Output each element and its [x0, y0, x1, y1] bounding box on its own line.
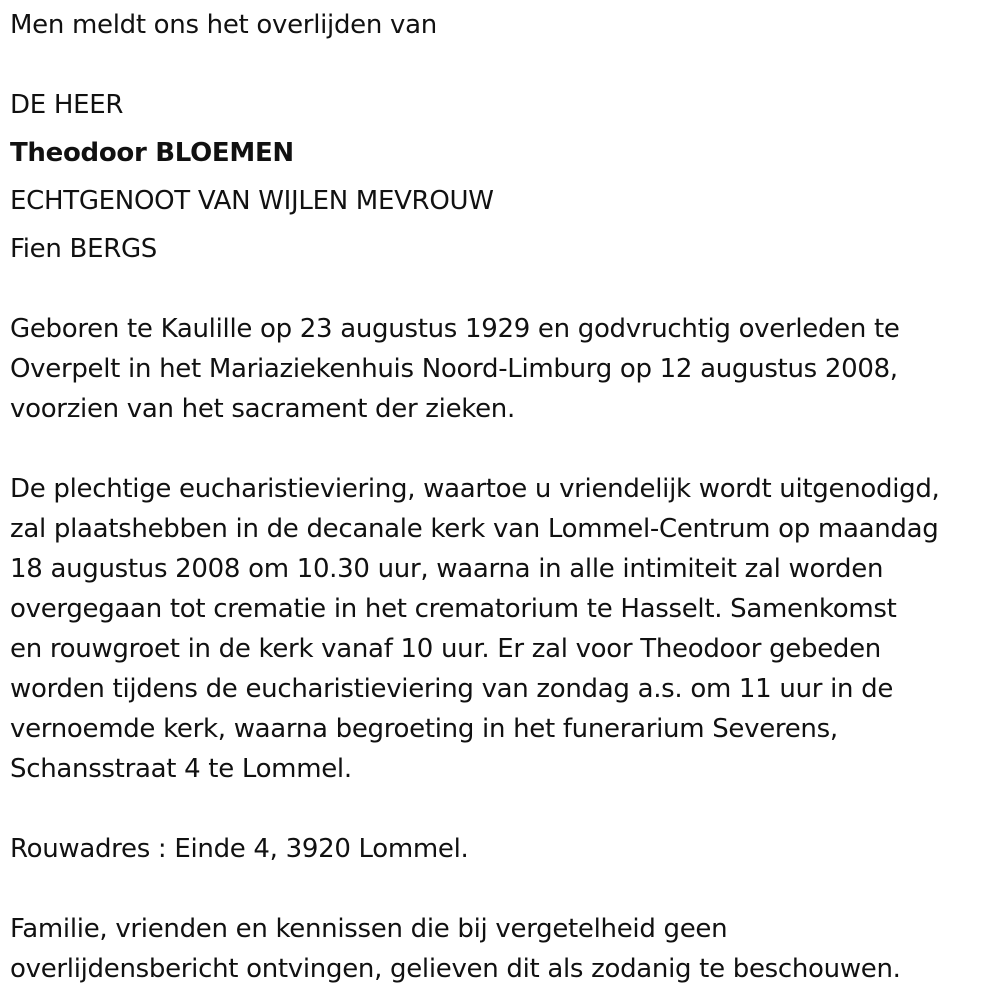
ceremony-line: en rouwgroet in de kerk vanaf 10 uur. Er zal voor Theodoor gebeden [10, 634, 881, 664]
intro-text: Men meldt ons het overlijden van [10, 10, 437, 40]
birth-death-line: Overpelt in het Mariaziekenhuis Noord-Limburg op 12 augustus 2008, [10, 354, 898, 384]
ceremony-line: worden tijdens de eucharistieviering van zondag a.s. om 11 uur in de [10, 674, 894, 704]
ceremony-line: overgegaan tot crematie in het crematorium te Hasselt. Samenkomst [10, 594, 897, 624]
closing-line: overlijdensbericht ontvingen, gelieven dit als zodanig te beschouwen. [10, 954, 901, 984]
ceremony-line: Schansstraat 4 te Lommel. [10, 754, 352, 784]
ceremony-line: vernoemde kerk, waarna begroeting in het funerarium Severens, [10, 714, 838, 744]
birth-death-line: Geboren te Kaulille op 23 augustus 1929 en godvruchtig overleden te [10, 314, 900, 344]
ceremony-line: 18 augustus 2008 om 10.30 uur, waarna in alle intimiteit zal worden [10, 554, 884, 584]
birth-death-line: voorzien van het sacrament der zieken. [10, 394, 515, 424]
mourning-address: Rouwadres : Einde 4, 3920 Lommel. [10, 834, 469, 864]
spouse-name: Fien BERGS [10, 234, 158, 264]
deceased-name: Theodoor BLOEMEN [10, 138, 294, 168]
ceremony-line: De plechtige eucharistieviering, waartoe u vriendelijk wordt uitgenodigd, [10, 474, 940, 504]
closing-line: Familie, vrienden en kennissen die bij vergetelheid geen [10, 914, 728, 944]
deceased-title: DE HEER [10, 90, 124, 120]
spouse-title: ECHTGENOOT VAN WIJLEN MEVROUW [10, 186, 494, 216]
ceremony-line: zal plaatshebben in de decanale kerk van Lommel-Centrum op maandag [10, 514, 939, 544]
